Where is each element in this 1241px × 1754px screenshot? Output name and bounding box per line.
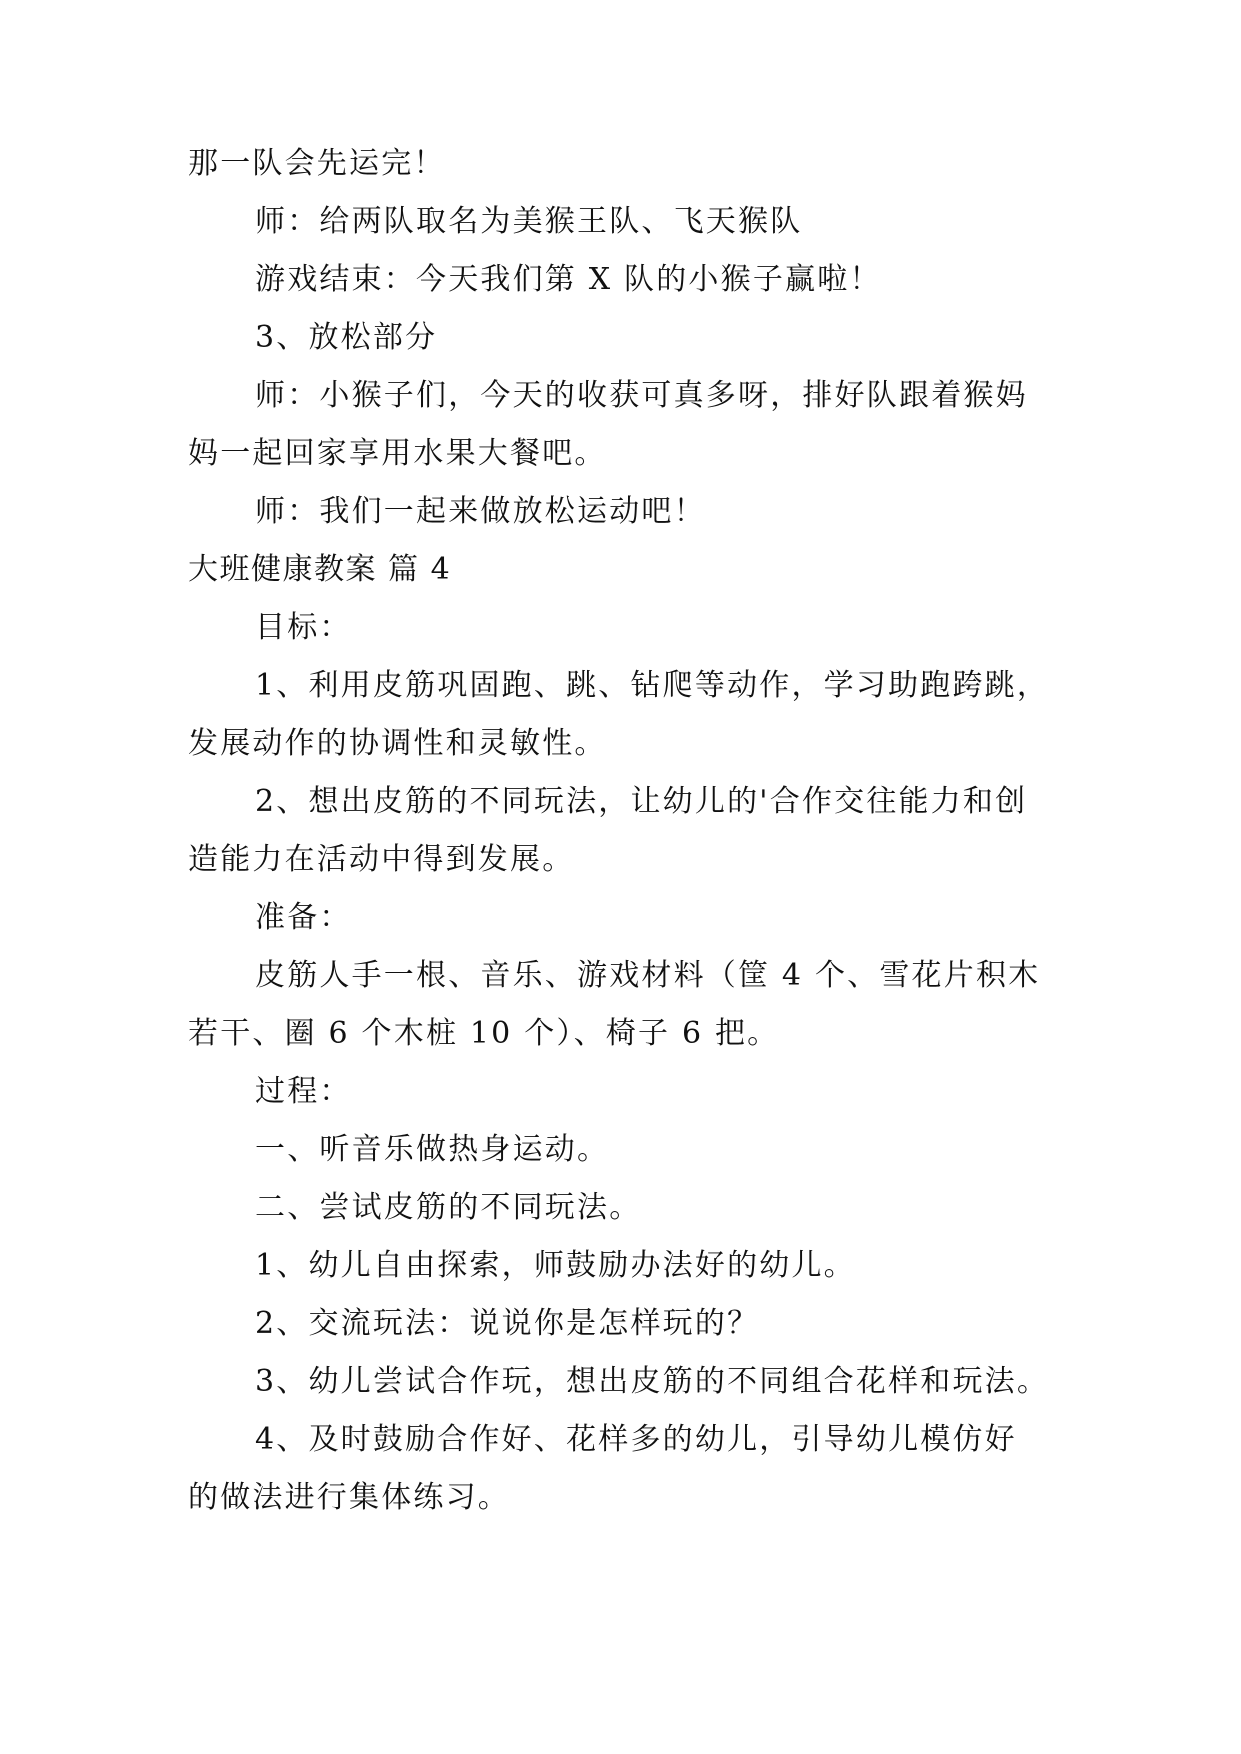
text-line-2: 师：给两队取名为美猴王队、飞天猴队: [255, 204, 803, 239]
text-line-1: 那一队会先运完！: [188, 146, 446, 181]
text-line-13: 造能力在活动中得到发展。: [188, 842, 575, 877]
text-line-12: 2、想出皮筋的不同玩法，让幼儿的'合作交往能力和创: [255, 784, 1028, 819]
text-line-10: 1、利用皮筋巩固跑、跳、钻爬等动作，学习助跑跨跳，: [255, 668, 1050, 703]
text-line-24: 的做法进行集体练习。: [188, 1480, 510, 1515]
text-line-14: 准备：: [255, 900, 352, 935]
text-line-4: 3、放松部分: [255, 320, 438, 355]
text-line-6: 妈一起回家享用水果大餐吧。: [188, 436, 607, 471]
text-line-11: 发展动作的协调性和灵敏性。: [188, 726, 607, 761]
text-line-5: 师：小猴子们，今天的收获可真多呀，排好队跟着猴妈: [255, 378, 1028, 413]
text-line-18: 一、听音乐做热身运动。: [255, 1132, 610, 1167]
text-line-19: 二、尝试皮筋的不同玩法。: [255, 1190, 642, 1225]
text-line-22: 3、幼儿尝试合作玩，想出皮筋的不同组合花样和玩法。: [255, 1364, 1050, 1399]
text-line-16: 若干、圈 6 个木桩 10 个）、椅子 6 把。: [188, 1016, 780, 1051]
text-line-3: 游戏结束：今天我们第 X 队的小猴子赢啦！: [255, 262, 882, 297]
section-heading: 大班健康教案 篇 4: [188, 552, 452, 587]
text-line-23: 4、及时鼓励合作好、花样多的幼儿，引导幼儿模仿好: [255, 1422, 1017, 1457]
text-line-7: 师：我们一起来做放松运动吧！: [255, 494, 706, 529]
text-line-21: 2、交流玩法：说说你是怎样玩的？: [255, 1306, 760, 1341]
text-line-20: 1、幼儿自由探索，师鼓励办法好的幼儿。: [255, 1248, 856, 1283]
text-line-15: 皮筋人手一根、音乐、游戏材料（筐 4 个、雪花片积木: [255, 958, 1041, 993]
text-line-17: 过程：: [255, 1074, 352, 1109]
text-line-9: 目标：: [255, 610, 352, 645]
